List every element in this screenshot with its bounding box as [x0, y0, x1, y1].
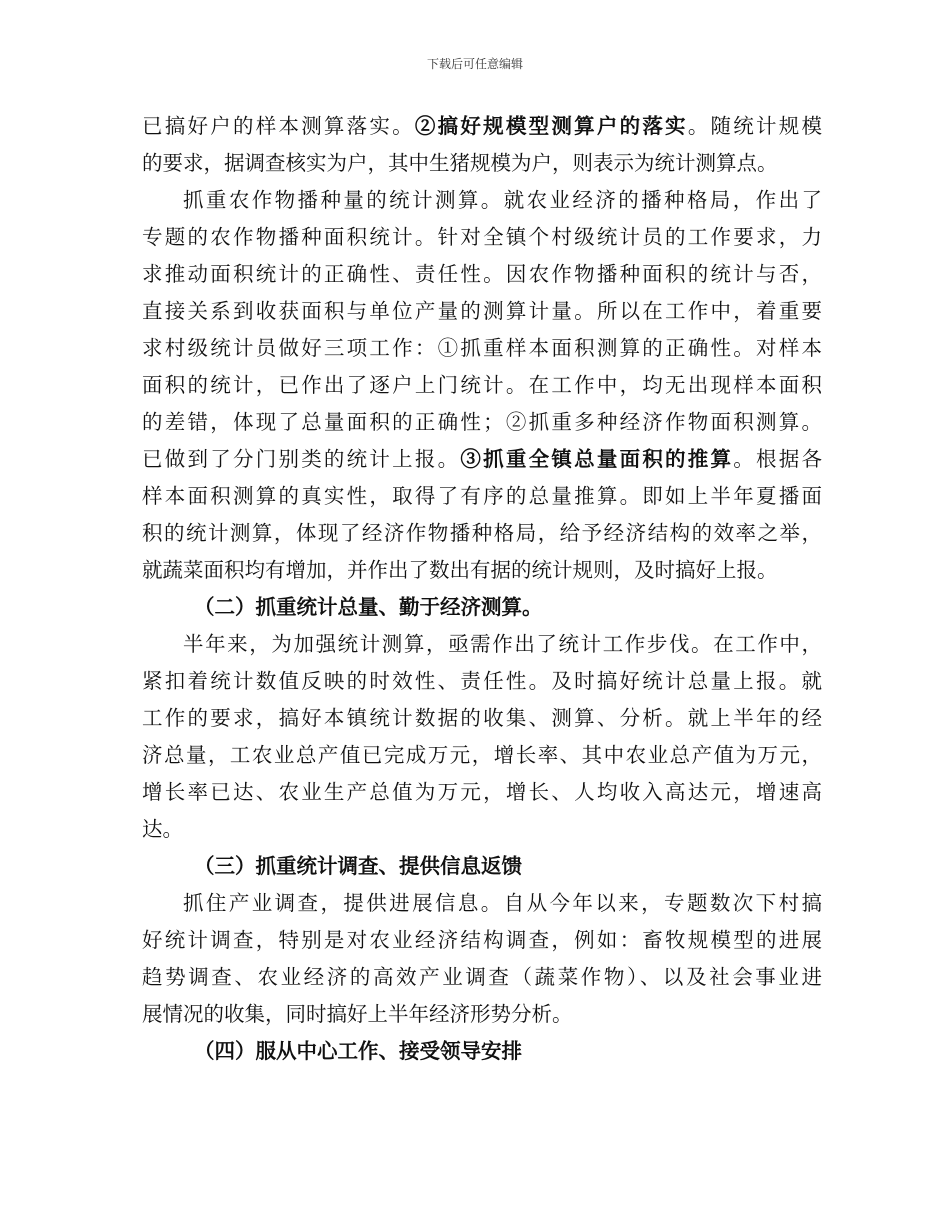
paragraph-line: 抓重农作物播种量的统计测算。就农业经济的播种格局，作出了 — [183, 188, 822, 212]
paragraph-line: 已搞好户的样本测算落实。②搞好规模型测算户的落实。随统计规模 — [142, 114, 822, 138]
section-heading-3: （三）抓重统计调查、提供信息返馈 — [194, 854, 522, 878]
paragraph-line: 半年来，为加强统计测算，亟需作出了统计工作步伐。在工作中， — [183, 632, 822, 656]
paragraph-line: 面积的统计，已作出了逐户上门统计。在工作中，均无出现样本面积 — [142, 373, 822, 397]
paragraph-line: 已做到了分门别类的统计上报。③抓重全镇总量面积的推算。根据各 — [142, 447, 822, 471]
paragraph-line: 趋势调查、农业经济的高效产业调查（蔬菜作物）、以及社会事业进 — [142, 965, 822, 989]
paragraph-line: 好统计调查，特别是对农业经济结构调查，例如：畜牧规模型的进展 — [142, 928, 822, 952]
paragraph-line: 的要求，据调查核实为户，其中生猪规模为户，则表示为统计测算点。 — [142, 151, 778, 175]
section-heading-4: （四）服从中心工作、接受领导安排 — [194, 1039, 522, 1063]
paragraph-line: 就蔬菜面积均有增加，并作出了数出有据的统计规则，及时搞好上报。 — [142, 558, 778, 582]
bold-phrase: ③抓重全镇总量面积的推算 — [460, 447, 734, 471]
paragraph-line: 紧扣着统计数值反映的时效性、责任性。及时搞好统计总量上报。就 — [142, 669, 822, 693]
paragraph-line: 抓住产业调查，提供进展信息。自从今年以来，专题数次下村搞 — [183, 891, 822, 915]
document-body — [142, 108, 822, 1070]
paragraph-line: 专题的农作物播种面积统计。针对全镇个村级统计员的工作要求，力 — [142, 225, 822, 249]
paragraph-line: 求村级统计员做好三项工作：①抓重样本面积测算的正确性。对样本 — [142, 336, 822, 360]
paragraph-line: 达。 — [142, 817, 183, 841]
paragraph-line: 求推动面积统计的正确性、责任性。因农作物播种面积的统计与否， — [142, 262, 822, 286]
paragraph-line: 的差错，体现了总量面积的正确性；②抓重多种经济作物面积测算。 — [142, 410, 822, 434]
paragraph-line: 济总量，工农业总产值已完成万元，增长率、其中农业总产值为万元， — [142, 743, 822, 767]
paragraph-line: 样本面积测算的真实性，取得了有序的总量推算。即如上半年夏播面 — [142, 484, 822, 508]
paragraph-line: 工作的要求，搞好本镇统计数据的收集、测算、分析。就上半年的经 — [142, 706, 822, 730]
bold-phrase: ②搞好规模型测算户的落实 — [414, 114, 688, 138]
section-heading-2: （二）抓重统计总量、勤于经济测算。 — [194, 595, 543, 619]
paragraph-line: 积的统计测算，体现了经济作物播种格局，给予经济结构的效率之举， — [142, 521, 822, 545]
page-header: 下载后可任意编辑 — [426, 57, 523, 71]
paragraph-line: 直接关系到收获面积与单位产量的测算计量。所以在工作中，着重要 — [142, 299, 822, 323]
paragraph-line: 增长率已达、农业生产总值为万元，增长、人均收入高达元，增速高 — [142, 780, 822, 804]
paragraph-line: 展情况的收集，同时搞好上半年经济形势分析。 — [142, 1002, 573, 1026]
